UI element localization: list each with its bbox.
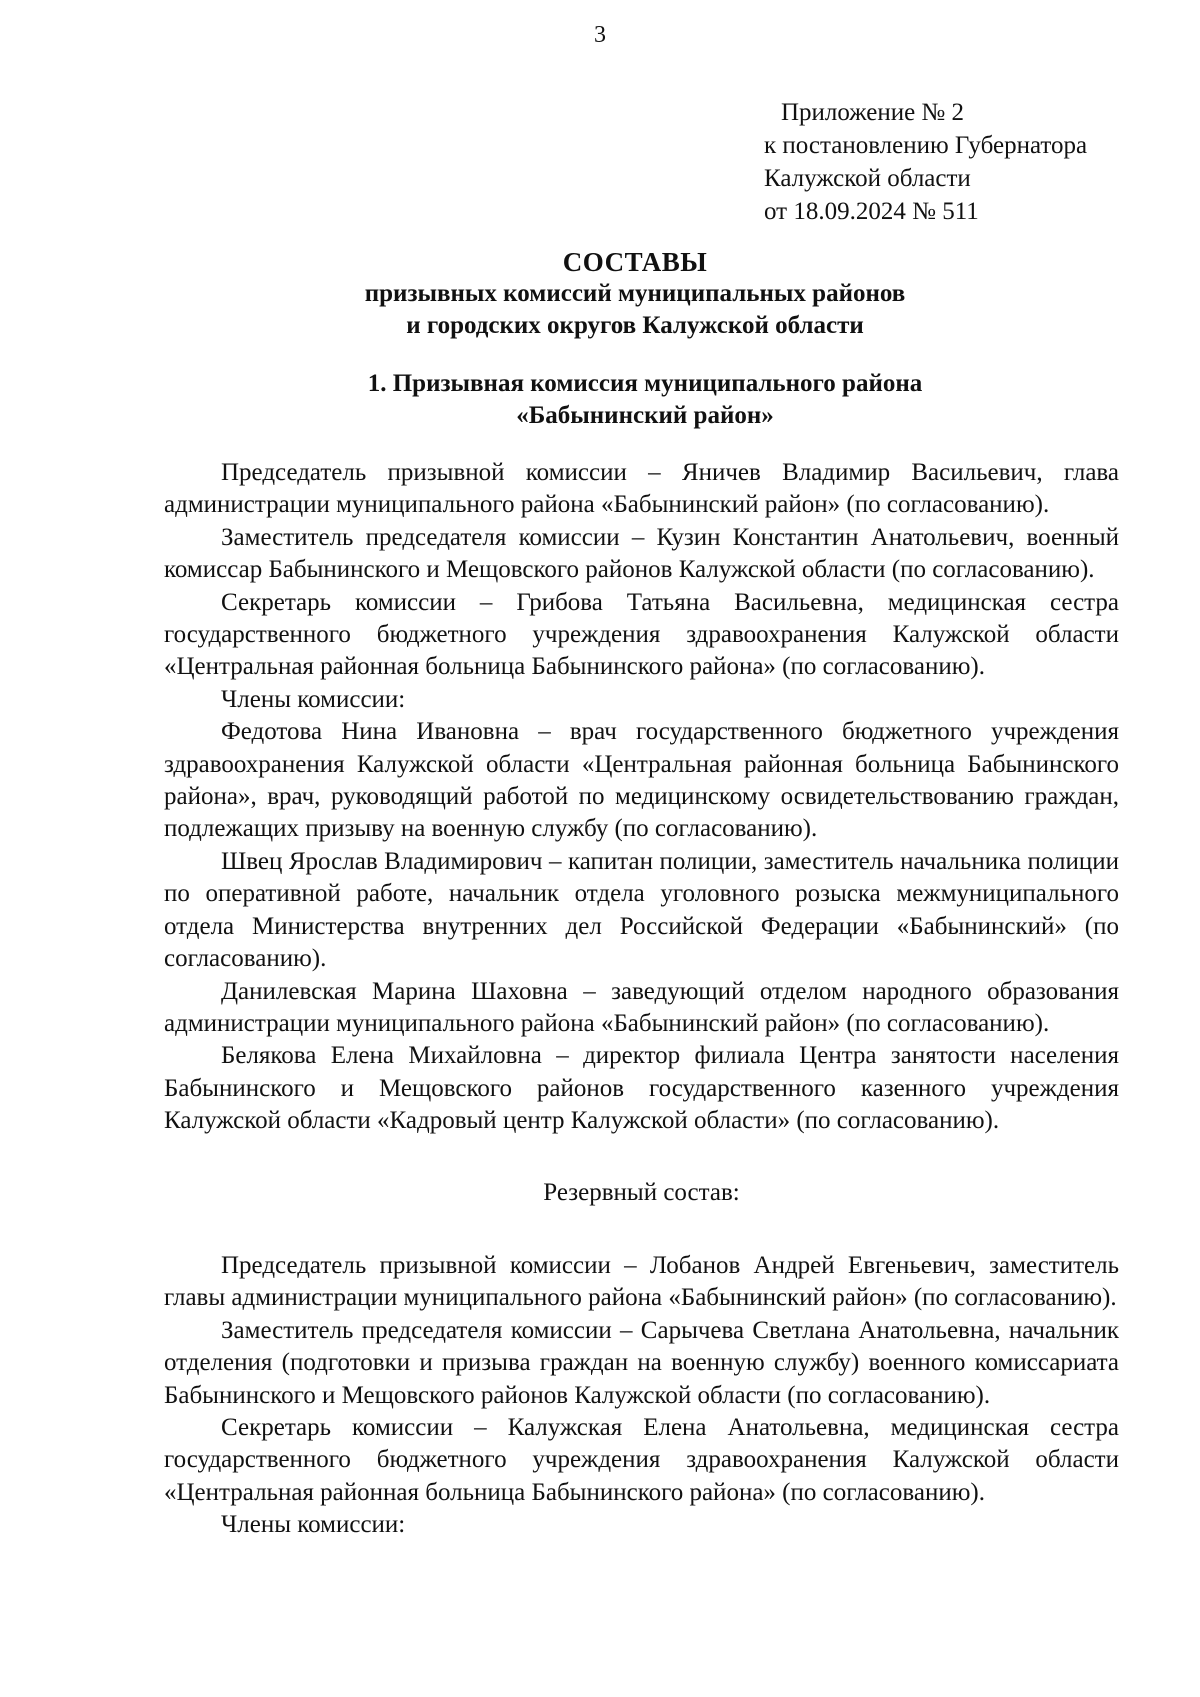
appendix-line-4: от 18.09.2024 № 511 (764, 198, 979, 225)
title-main: СОСТАВЫ (562, 247, 708, 277)
paragraph-members-label: Члены комиссии: (221, 685, 406, 713)
title-line-2: призывных комиссий муниципальных районов (364, 280, 906, 307)
paragraph-deputy-chairman: Заместитель председателя комиссии – Кузин Константин Анатольевич, военный комиссар Бабынинского и Мещовского районов Калужской области (по согласованию). (164, 523, 1119, 584)
paragraph-member-fedotova: Федотова Нина Ивановна – врач государственного бюджетного учреждения здравоохранения Калужской области «Центральная районная больница Бабынинского района», врач, руководящий работой по медицинскому освидетельствованию граждан, подлежащих призыву на военную службу (по согласованию). (164, 718, 1119, 843)
appendix-line-3: Калужской области (764, 165, 971, 192)
page-number: 3 (594, 22, 606, 48)
section-title-line-1: 1. Призывная комиссия муниципального района (367, 370, 923, 397)
paragraph-reserve-secretary: Секретарь комиссии – Калужская Елена Анатольевна, медицинская сестра государственного бюджетного учреждения здравоохранения Калужской области «Центральная районная больница Бабынинского района» (по согласованию). (164, 1413, 1119, 1506)
title-line-3: и городских округов Калужской области (406, 312, 864, 339)
paragraph-member-danilevskaya: Данилевская Марина Шаховна – заведующий отделом народного образования администрации муниципального района «Бабынинский район» (по согласованию). (164, 977, 1119, 1037)
paragraph-reserve-chairman: Председатель призывной комиссии – Лобанов Андрей Евгеньевич, заместитель главы администрации муниципального района «Бабынинский район» (по согласованию). (164, 1251, 1119, 1312)
appendix-line-1: Приложение № 2 (781, 99, 965, 126)
section-title (0, 368, 1200, 432)
appendix-line-2: к постановлению Губернатора (764, 132, 1088, 159)
document-body (164, 457, 1119, 1542)
section-title-line-2: «Бабынинский район» (516, 402, 774, 429)
paragraph-member-shvets: Швец Ярослав Владимирович – капитан полиции, заместитель начальника полиции по оперативной работе, начальник отдела уголовного розыска межмуниципального отдела Министерства внутренних дел Российской Федерации «Бабынинский» (по согласованию). (164, 847, 1119, 973)
paragraph-chairman: Председатель призывной комиссии – Яничев Владимир Васильевич, глава администрации муниципального района «Бабынинский район» (по согласованию). (164, 459, 1119, 519)
paragraph-member-belyakova: Белякова Елена Михайловна – директор филиала Центра занятости населения Бабынинского и Мещовского районов государственного казенного учреждения Калужской области «Кадровый центр Калужской области» (по согласованию). (164, 1042, 1119, 1135)
reserve-heading: Резервный состав: (543, 1178, 740, 1206)
paragraph-reserve-deputy-chairman: Заместитель председателя комиссии – Сарычева Светлана Анатольевна, начальник отделения (подготовки и призыва граждан на военную службу) военного комиссариата Бабынинского и Мещовского районов Калужской области (по согласованию). (164, 1316, 1119, 1409)
paragraph-reserve-members-label: Члены комиссии: (221, 1511, 406, 1539)
document-title (0, 246, 1200, 342)
appendix-block (764, 96, 1087, 228)
paragraph-secretary: Секретарь комиссии – Грибова Татьяна Васильевна, медицинская сестра государственного бюджетного учреждения здравоохранения Калужской области «Центральная районная больница Бабынинского района» (по согласованию). (164, 588, 1119, 681)
